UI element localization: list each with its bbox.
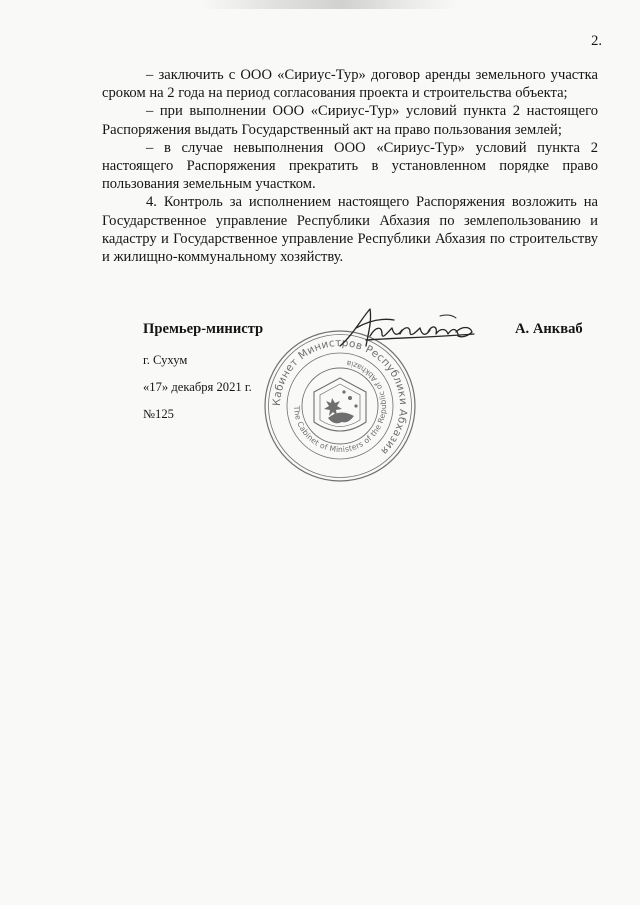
svg-text:Кабинет Министров Республики А: Кабинет Министров Республики Абхазия bbox=[270, 336, 410, 457]
handwritten-signature-icon bbox=[336, 306, 482, 352]
document-number: №125 bbox=[143, 407, 174, 421]
signatory-name: А. Анкваб bbox=[515, 321, 583, 337]
page-number: 2. bbox=[591, 33, 602, 49]
issue-date: «17» декабря 2021 г. bbox=[143, 380, 252, 394]
signatory-title: Премьер-министр bbox=[143, 321, 264, 337]
issue-place: г. Сухум bbox=[143, 353, 188, 367]
paragraph-termination: – в случае невыполнения ООО «Сириус-Тур» условий пункта 2 настоящего Распоряжения прекратить в установленном порядке право пользования земельным участком. bbox=[102, 139, 598, 193]
document-body bbox=[102, 66, 598, 266]
paragraph-control: 4. Контроль за исполнением настоящего Распоряжения возложить на Государственное управление Республики Абхазия по землепользованию и кадастру и Государственное управление Республики Абхазия по строительству и жилищно-коммунальному хозяйству. bbox=[102, 194, 598, 266]
scan-edge-shadow bbox=[200, 0, 460, 9]
svg-text:The Cabinet of Ministers of th: The Cabinet of Ministers of the Republic of Abkhazia bbox=[291, 358, 389, 455]
paragraph-state-act: – при выполнении ООО «Сириус-Тур» условий пункта 2 настоящего Распоряжения выдать Государственный акт на право пользования землей; bbox=[102, 103, 598, 138]
paragraph-lease-agreement: – заключить с ООО «Сириус-Тур» договор аренды земельного участка сроком на 2 года на период согласования проекта и строительства объекта; bbox=[102, 67, 598, 102]
